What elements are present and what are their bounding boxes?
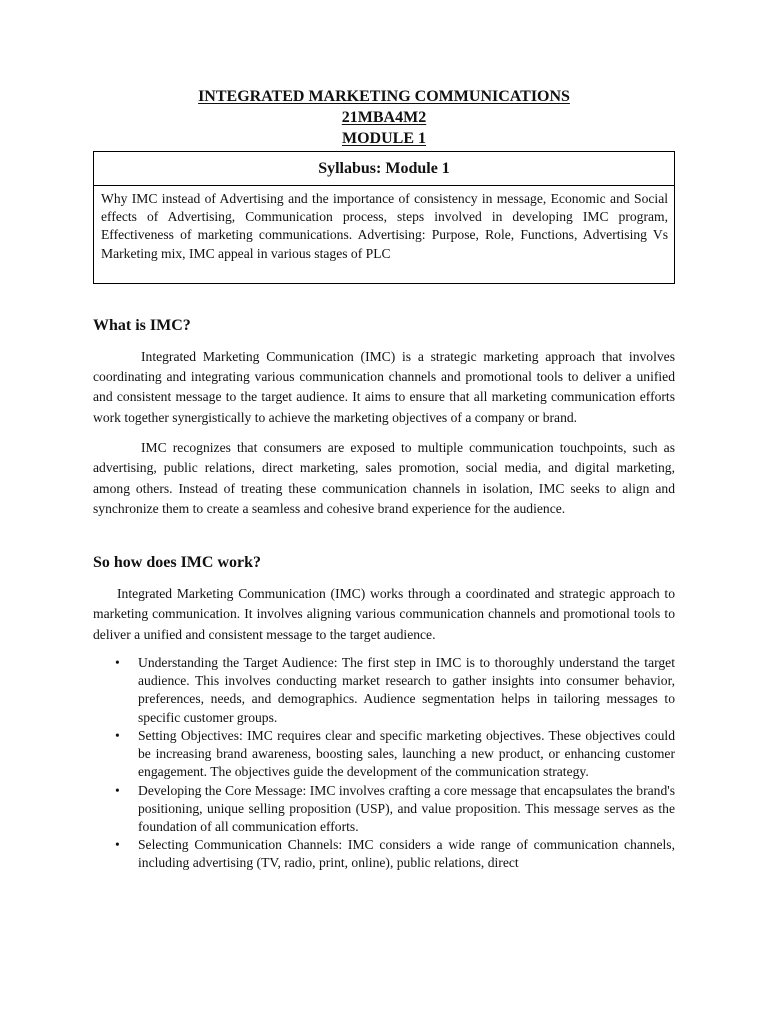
title-block xyxy=(93,86,675,149)
bullet-list xyxy=(93,654,675,872)
document-title: INTEGRATED MARKETING COMMUNICATIONS xyxy=(198,88,570,105)
list-item xyxy=(93,727,675,782)
syllabus-box xyxy=(93,151,675,284)
bullet-icon: • xyxy=(115,727,120,743)
section-heading-what-is-imc: What is IMC? xyxy=(93,316,191,334)
bullet-icon: • xyxy=(115,837,120,853)
list-item-text: Selecting Communication Channels: IMC considers a wide range of communication channels, including advertising (TV, radio, print, online), public relations, direct xyxy=(138,837,675,871)
paragraph: Integrated Marketing Communication (IMC) is a strategic marketing approach that involves coordinating and integrating various communication channels and promotional tools to deliver a unified and consistent message to the target audience. It aims to ensure that all marketing communication efforts work together synergistically to achieve the marketing objectives of a company or brand. xyxy=(93,348,675,425)
list-item xyxy=(93,654,675,727)
list-item xyxy=(93,782,675,837)
module-label: MODULE 1 xyxy=(342,130,426,147)
syllabus-text: Why IMC instead of Advertising and the importance of consistency in message, Economic and Social effects of Advertising, Communication process, steps involved in developing IMC program, Effectiveness of marketing communications. Advertising: Purpose, Role, Functions, Advertising Vs Marketing mix, IMC appeal in various stages of PLC xyxy=(101,191,668,261)
bullet-icon: • xyxy=(115,782,120,798)
syllabus-heading: Syllabus: Module 1 xyxy=(94,152,674,186)
bullet-icon: • xyxy=(115,655,120,671)
paragraph: Integrated Marketing Communication (IMC) works through a coordinated and strategic approach to marketing communication. It involves aligning various communication channels and promotional tools to deliver a unified and consistent message to the target audience. xyxy=(93,586,675,642)
list-item-text: Setting Objectives: IMC requires clear and specific marketing objectives. These objectives could be increasing brand awareness, boosting sales, launching a new product, or enhancing customer engagement. The objectives guide the development of the communication strategy. xyxy=(138,727,675,780)
list-item-text: Understanding the Target Audience: The first step in IMC is to thoroughly understand the target audience. This involves conducting market research to gather insights into consumer behavior, preferences, needs, and demographics. Audience segmentation helps in tailoring messages to specific customer groups. xyxy=(138,655,675,725)
section-heading-how-imc-works: So how does IMC work? xyxy=(93,554,262,572)
course-code: 21MBA4M2 xyxy=(341,109,427,126)
list-item xyxy=(93,836,675,872)
document-page xyxy=(93,86,675,873)
list-item-text: Developing the Core Message: IMC involves crafting a core message that encapsulates the brand's positioning, unique selling proposition (USP), and value proposition. This message serves as the foundation of all communication efforts. xyxy=(138,782,675,834)
paragraph: IMC recognizes that consumers are exposed to multiple communication touchpoints, such as advertising, public relations, direct marketing, sales promotion, social media, and digital marketing, among others. Instead of treating these communication channels in isolation, IMC seeks to align and synchronize them to create a seamless and cohesive brand experience for the audience. xyxy=(93,440,675,516)
